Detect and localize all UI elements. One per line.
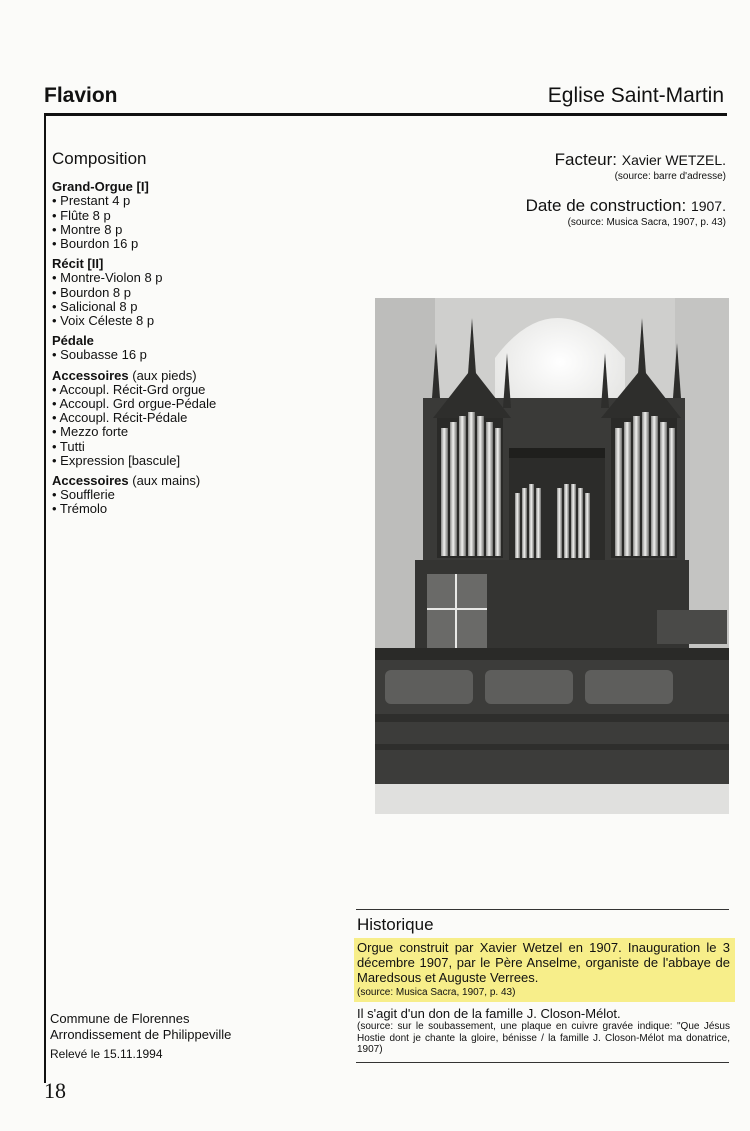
page-number: 18 <box>44 1078 66 1103</box>
historique-bottom-rule <box>356 1062 729 1063</box>
recit-title: Récit [II] <box>52 256 104 272</box>
accessoires-mains-note: (aux mains) <box>132 473 201 489</box>
facteur-block <box>555 150 726 182</box>
church-title: Eglise Saint-Martin <box>547 84 724 107</box>
stop-item: • Bourdon 8 p <box>52 284 131 300</box>
pedale-title: Pédale <box>52 333 94 349</box>
stop-item: • Soubasse 16 p <box>52 347 147 363</box>
stop-item: • Soufflerie <box>52 487 115 503</box>
stop-item: • Bourdon 16 p <box>52 236 139 252</box>
stop-item: • Salicional 8 p <box>52 298 138 314</box>
releve-date: Relevé le 15.11.1994 <box>50 1047 163 1061</box>
accessoires-pieds-stops <box>52 383 352 468</box>
organ-photo <box>375 298 729 814</box>
historique-don-source: (source: sur le soubassement, une plaque en cuivre gravée indique: "Que Jésus Hostie dont je chante la gloire, bénisse / la famille J. Closon-Mélot ma donatrice, 1907) <box>357 1021 730 1055</box>
stop-item: • Expression [bascule] <box>52 452 181 468</box>
accessoires-pieds-label: Accessoires <box>52 367 129 383</box>
commune-name: Commune de Florennes <box>50 1011 190 1026</box>
accessoires-mains-title <box>52 474 352 488</box>
stop-item: • Prestant 4 p <box>52 193 131 209</box>
historique-main-source: (source: Musica Sacra, 1907, p. 43) <box>357 987 516 998</box>
accessoires-pieds-title <box>52 369 352 383</box>
stop-item: • Montre-Violon 8 p <box>52 270 163 286</box>
left-column-rule <box>44 113 46 1083</box>
historique-main <box>357 940 730 1000</box>
stop-item: • Tutti <box>52 438 85 454</box>
facteur-value: Xavier WETZEL. <box>621 152 726 168</box>
stop-item: • Flûte 8 p <box>52 207 111 223</box>
stop-item: • Accoupl. Grd orgue-Pédale <box>52 396 217 412</box>
facteur-source: (source: barre d'adresse) <box>614 171 726 182</box>
grand-orgue-stops <box>52 194 352 251</box>
grand-orgue-title: Grand-Orgue [I] <box>52 179 149 195</box>
place-title: Flavion <box>44 84 118 107</box>
historique-title: Historique <box>357 915 434 934</box>
stop-item: • Montre 8 p <box>52 221 123 237</box>
facteur-label: Facteur: <box>554 150 618 169</box>
accessoires-mains-stops <box>52 488 352 516</box>
commune-block <box>50 1011 231 1043</box>
accessoires-pieds-note: (aux pieds) <box>132 367 197 383</box>
date-source: (source: Musica Sacra, 1907, p. 43) <box>567 217 726 228</box>
stop-item: • Mezzo forte <box>52 424 129 440</box>
composition-title: Composition <box>52 149 147 168</box>
stop-item: • Voix Céleste 8 p <box>52 313 155 329</box>
pedale-stops <box>52 348 352 362</box>
stop-item: • Accoupl. Récit-Grd orgue <box>52 381 206 397</box>
organ-illustration <box>375 298 729 814</box>
historique-top-rule <box>356 909 729 910</box>
historique-main-text: Orgue construit par Xavier Wetzel en 1907. Inauguration le 3 décembre 1907, par le Père Anselme, organiste de l'abbaye de Maredsous et Auguste Verrees. <box>357 940 730 985</box>
header-rule <box>44 113 727 116</box>
stop-item: • Trémolo <box>52 501 108 517</box>
recit-stops <box>52 271 352 328</box>
date-block <box>526 196 726 228</box>
date-value: 1907. <box>690 198 726 214</box>
composition-section <box>52 149 352 517</box>
historique-don: Il s'agit d'un don de la famille J. Closon-Mélot. <box>357 1006 621 1021</box>
date-label: Date de construction: <box>525 196 687 215</box>
accessoires-mains-label: Accessoires <box>52 473 129 489</box>
stop-item: • Accoupl. Récit-Pédale <box>52 410 188 426</box>
arrondissement-name: Arrondissement de Philippeville <box>50 1027 232 1042</box>
